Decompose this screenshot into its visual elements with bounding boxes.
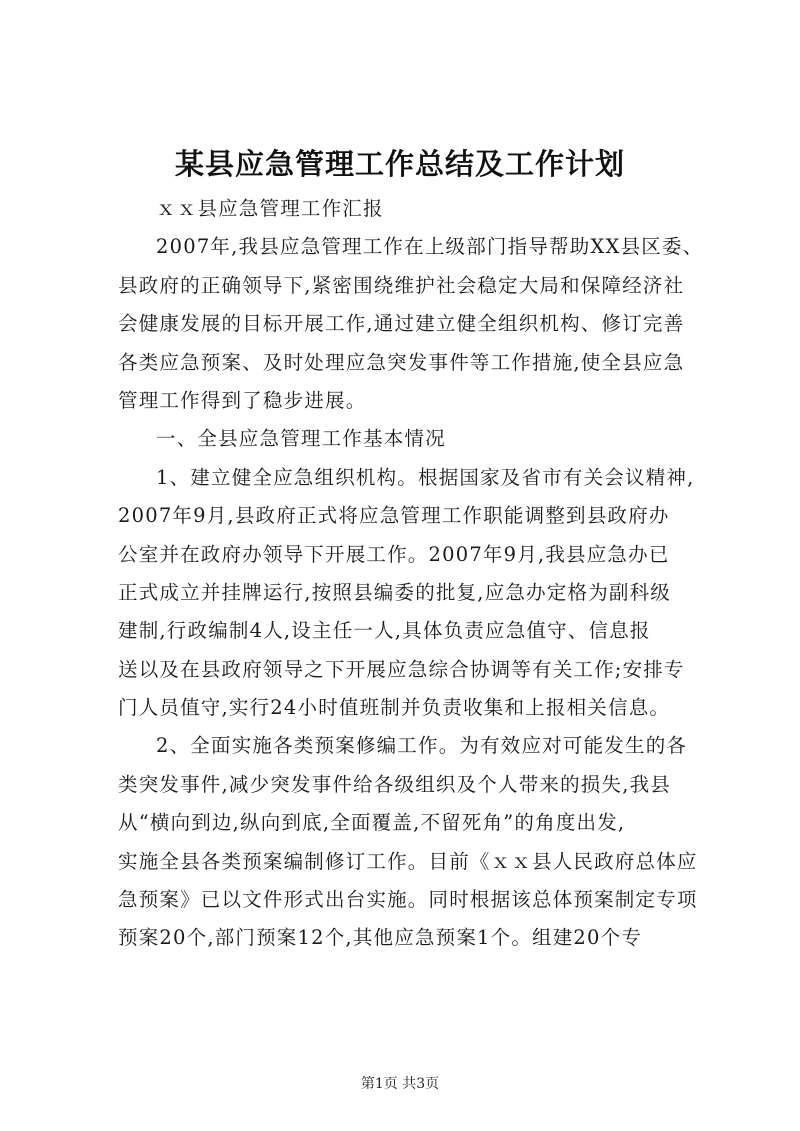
text-line: 急预案》已以文件形式出台实施。同时根据该总体预案制定专项	[118, 888, 698, 912]
text-line: 2、全面实施各类预案修编工作。为有效应对可能发生的各	[156, 734, 688, 758]
text-line: 从“横向到边,纵向到底,全面覆盖,不留死角”的角度出发,	[118, 811, 626, 835]
text-line: 类突发事件,减少突发事件给各级组织及个人带来的损失,我县	[118, 772, 671, 796]
text-line: 管理工作得到了稳步进展。	[118, 388, 367, 412]
text-line: 各类应急预案、及时处理应急突发事件等工作措施,使全县应急	[118, 350, 685, 374]
text-line: 实施全县各类预案编制修订工作。目前《ｘｘ县人民政府总体应	[118, 849, 698, 873]
text-line: 送以及在县政府领导之下开展应急综合协调等有关工作;安排专	[118, 657, 685, 681]
text-line: 公室并在政府办领导下开展工作。2007年9月,我县应急办已	[118, 542, 670, 566]
text-line: 正式成立并挂牌运行,按照县编委的批复,应急办定格为副科级	[118, 580, 671, 604]
text-line: 门人员值守,实行24小时值班制并负责收集和上报相关信息。	[118, 696, 671, 720]
text-line: 会健康发展的目标开展工作,通过建立健全组织机构、修订完善	[118, 312, 685, 336]
text-line: 建制,行政编制4人,设主任一人,具体负责应急值守、信息报	[118, 619, 651, 643]
text-line: 2007年,我县应急管理工作在上级部门指导帮助XX县区委、	[156, 235, 704, 259]
text-line: 1、建立健全应急组织机构。根据国家及省市有关会议精神,	[156, 465, 695, 489]
text-line: 县政府的正确领导下,紧密围绕维护社会稳定大局和保障经济社	[118, 273, 685, 297]
document-title: 某县应急管理工作总结及工作计划	[174, 147, 625, 181]
text-line: 2007年9月,县政府正式将应急管理工作职能调整到县政府办	[118, 504, 670, 528]
page-number-footer: 第1页 共3页	[360, 1076, 440, 1092]
document-body	[118, 190, 710, 958]
text-line: 预案20个,部门预案12个,其他应急预案1个。组建20个专	[118, 926, 643, 950]
text-line: ｘｘ县应急管理工作汇报	[156, 197, 384, 220]
section-heading: 一、全县应急管理工作基本情况	[156, 427, 446, 451]
